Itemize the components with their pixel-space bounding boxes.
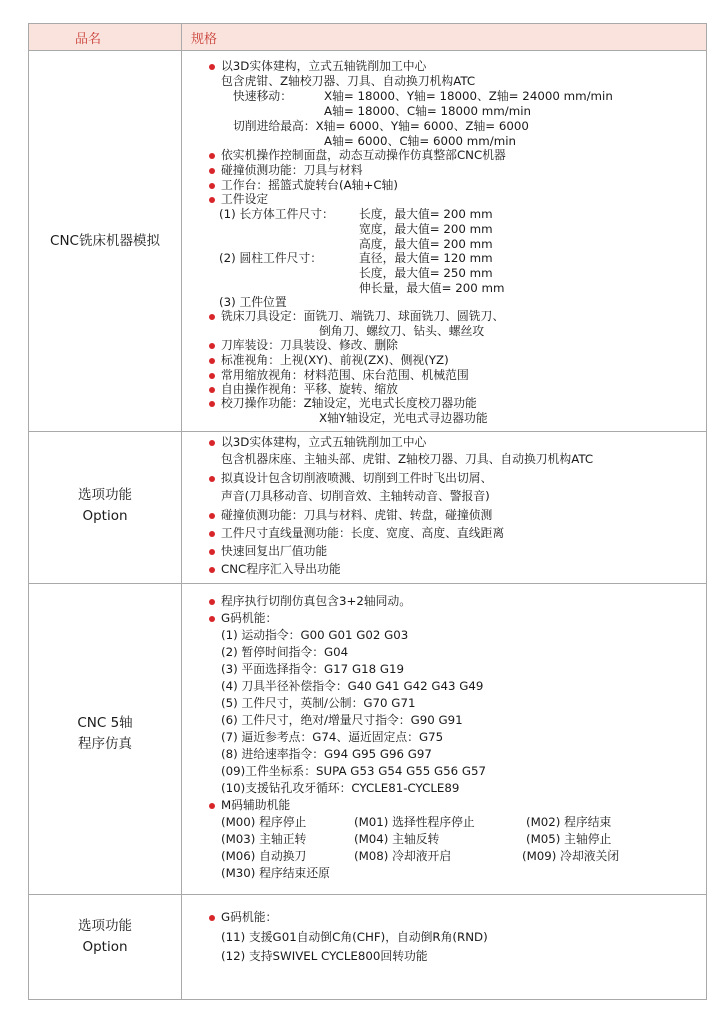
spec-line: 工件设定: [221, 192, 269, 206]
bullet-dot: [209, 358, 215, 364]
spec-line: 标准视角：上视(XY)、前视(ZX)、侧视(YZ): [221, 353, 449, 367]
bullet-dot: [209, 476, 215, 482]
header-specification: 规格: [191, 32, 218, 47]
spec-line: X轴= 18000、Y轴= 18000、Z轴= 24000 mm/min: [324, 89, 613, 103]
section-3-title: CNC 5轴 程序仿真: [77, 715, 133, 752]
bullet-dot: [209, 183, 215, 189]
spec-line: (M02) 程序结束: [526, 815, 612, 829]
spec-line: X轴Y轴设定，光电式寻边器功能: [319, 411, 488, 425]
spec-line: (10)支援钻孔攻牙循环：CYCLE81-CYCLE89: [221, 781, 460, 795]
spec-line: (5) 工件尺寸，英制/公制：G70 G71: [221, 696, 416, 710]
spec-line: G码机能：: [221, 611, 278, 625]
spec-line: A轴= 18000、C轴= 18000 mm/min: [324, 104, 531, 118]
section-2-title: 选项功能 Option: [78, 487, 132, 524]
header-product-name: 品名: [75, 32, 102, 47]
bullet-dot: [209, 440, 215, 446]
spec-line: 快速回复出厂值功能: [221, 544, 328, 558]
spec-line: (3) 工件位置: [219, 295, 287, 309]
bullet-dot: [209, 513, 215, 519]
spec-line: (3) 平面选择指令：G17 G18 G19: [221, 662, 404, 676]
spec-line: 倒角刀、螺纹刀、钻头、螺丝攻: [319, 324, 485, 338]
spec-line: (M03) 主轴正转: [221, 832, 307, 846]
spec-line: (M06) 自动换刀: [221, 849, 307, 863]
spec-line: G码机能：: [221, 910, 278, 924]
spec-line: 包含虎钳、Z轴校刀器、刀具、自动换刀机构ATC: [221, 74, 476, 88]
spec-line: (12) 支持SWIVEL CYCLE800回转功能: [221, 949, 428, 963]
bullet-dot: [209, 197, 215, 203]
spec-line: 以3D实体建构，立式五轴铣削加工中心: [221, 59, 427, 73]
spec-line: (6) 工件尺寸，绝对/增量尺寸指令：G90 G91: [221, 713, 463, 727]
spec-line: M码辅助机能: [221, 798, 291, 812]
spec-line: 常用缩放视角：材料范围、床台范围、机械范围: [221, 368, 469, 382]
spec-line: 工件尺寸直线量测功能：长度、宽度、高度、直线距离: [221, 526, 505, 540]
spec-line: 伸长量，最大值= 200 mm: [359, 281, 505, 295]
row-divider: [29, 431, 706, 432]
row-divider: [29, 583, 706, 584]
spec-line: (11) 支援G01自动倒C角(CHF)，自动倒R角(RND): [221, 930, 488, 944]
spec-line: (7) 逼近参考点：G74、逼近固定点：G75: [221, 730, 444, 744]
spec-line: 以3D实体建构，立式五轴铣削加工中心: [221, 435, 427, 449]
spec-line: 自由操作视角：平移、旋转、缩放: [221, 382, 398, 396]
spec-table: [28, 23, 707, 1000]
bullet-dot: [209, 616, 215, 622]
spec-line: 快速移动：: [233, 89, 292, 103]
bullet-dot: [209, 915, 215, 921]
bullet-dot: [209, 153, 215, 159]
spec-line: (M00) 程序停止: [221, 815, 307, 829]
column-divider: [181, 24, 182, 999]
spec-line: 拟真设计包含切削液喷溅、切削到工件时飞出切屑、: [221, 471, 493, 485]
section-4-title: 选项功能 Option: [78, 918, 132, 955]
spec-line: (M09) 冷却液关闭: [522, 849, 620, 863]
spec-line: 长度，最大值= 200 mm: [359, 207, 493, 221]
spec-line: (M08) 冷却液开启: [354, 849, 452, 863]
spec-line: 碰撞侦测功能：刀具与材料、虎钳、转盘，碰撞侦测: [221, 508, 493, 522]
spec-line: 声音(刀具移动音、切削音效、主轴转动音、警报音): [221, 489, 490, 503]
spec-line: (8) 进给速率指令：G94 G95 G96 G97: [221, 747, 432, 761]
spec-line: 程序执行切削仿真包含3+2轴同动。: [221, 594, 412, 608]
spec-line: (2) 暂停时间指令：G04: [221, 645, 349, 659]
bullet-dot: [209, 803, 215, 809]
spec-line: 依实机操作控制面盘，动态互动操作仿真整部CNC机器: [221, 148, 506, 162]
spec-line: 高度，最大值= 200 mm: [359, 237, 493, 251]
bullet-dot: [209, 549, 215, 555]
bullet-dot: [209, 531, 215, 537]
bullet-dot: [209, 168, 215, 174]
bullet-dot: [209, 401, 215, 407]
spec-line: 直径，最大值= 120 mm: [359, 251, 493, 265]
spec-line: 宽度，最大值= 200 mm: [359, 222, 493, 236]
spec-line: 校刀操作功能：Z轴设定，光电式长度校刀器功能: [221, 396, 477, 410]
spec-line: (M05) 主轴停止: [526, 832, 612, 846]
spec-line: 长度，最大值= 250 mm: [359, 266, 493, 280]
bullet-dot: [209, 599, 215, 605]
spec-line: (09)工件坐标系：SUPA G53 G54 G55 G56 G57: [221, 764, 487, 778]
spec-line: 切削进给最高：X轴= 6000、Y轴= 6000、Z轴= 6000: [233, 119, 529, 133]
bullet-dot: [209, 373, 215, 379]
spec-line: (2) 圆柱工件尺寸：: [219, 251, 323, 265]
bullet-dot: [209, 314, 215, 320]
bullet-dot: [209, 343, 215, 349]
spec-line: (M04) 主轴反转: [354, 832, 440, 846]
spec-line: (M30) 程序结束还原: [221, 866, 330, 880]
spec-line: (4) 刀具半径补偿指令：G40 G41 G42 G43 G49: [221, 679, 484, 693]
spec-line: CNC程序汇入导出功能: [221, 562, 341, 576]
spec-line: 刀库装设：刀具装设、修改、删除: [221, 338, 398, 352]
section-1-title: CNC铣床机器模拟: [50, 233, 160, 249]
bullet-dot: [209, 567, 215, 573]
spec-line: (1) 运动指令：G00 G01 G02 G03: [221, 628, 409, 642]
spec-line: (M01) 选择性程序停止: [354, 815, 475, 829]
bullet-dot: [209, 64, 215, 70]
spec-line: (1) 长方体工件尺寸：: [219, 207, 334, 221]
spec-line: 工作台：摇篮式旋转台(A轴+C轴): [221, 178, 398, 192]
spec-line: A轴= 6000、C轴= 6000 mm/min: [324, 134, 516, 148]
bullet-dot: [209, 387, 215, 393]
table-header: [29, 24, 706, 51]
spec-line: 包含机器床座、主轴头部、虎钳、Z轴校刀器、刀具、自动换刀机构ATC: [221, 452, 594, 466]
spec-line: 碰撞侦测功能：刀具与材料: [221, 163, 363, 177]
spec-line: 铣床刀具设定：面铣刀、端铣刀、球面铣刀、圆铣刀、: [221, 309, 505, 323]
row-divider: [29, 894, 706, 895]
